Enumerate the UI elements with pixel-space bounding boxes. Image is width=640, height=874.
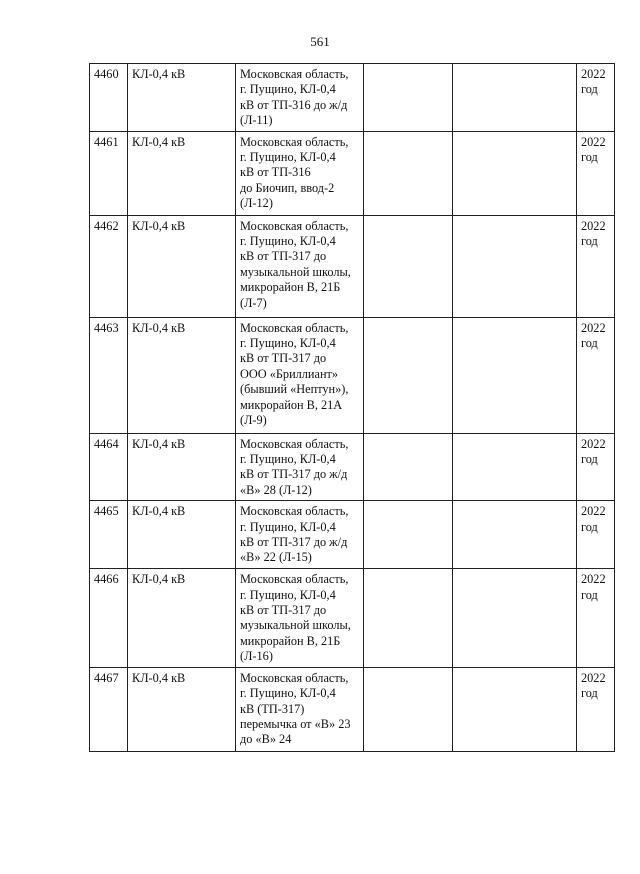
address-line: до Биочип, ввод-2: [240, 180, 335, 195]
table-row: [90, 433, 615, 501]
address-line: Московская область,: [240, 504, 349, 519]
address-line: кВ от ТП-317 до ж/д: [240, 535, 348, 550]
table-row: [90, 501, 615, 569]
empty-cell: [453, 569, 577, 667]
address-line: музыкальной школы,: [240, 618, 351, 633]
address-line: Московская область,: [240, 572, 349, 587]
year-value: 2022: [581, 134, 606, 149]
address-line: г. Пущино, КЛ-0,4: [240, 587, 336, 602]
empty-cell: [453, 433, 577, 501]
address-line: г. Пущино, КЛ-0,4: [240, 82, 336, 97]
address-line: (Л-9): [240, 413, 267, 428]
object-address: [236, 433, 364, 501]
address-line: кВ от ТП-317 до ж/д: [240, 467, 348, 482]
year-cell: [577, 667, 615, 751]
address-line: г. Пущино, КЛ-0,4: [240, 452, 336, 467]
address-line: перемычка от «В» 23: [240, 716, 351, 731]
address-line: г. Пущино, КЛ-0,4: [240, 150, 336, 165]
address-line: (Л-12): [240, 196, 273, 211]
address-line: г. Пущино, КЛ-0,4: [240, 686, 336, 701]
row-number: 4467: [90, 667, 128, 751]
year-value: 2022: [581, 67, 606, 81]
registry-table: [89, 63, 615, 752]
row-number: 4466: [90, 569, 128, 667]
address-line: кВ от ТП-316 до ж/д: [240, 97, 348, 112]
address-line: микрорайон В, 21Б: [240, 280, 341, 295]
empty-cell: [364, 215, 453, 317]
table-row: [90, 64, 615, 132]
year-unit: год: [581, 336, 598, 351]
object-name: КЛ-0,4 кВ: [128, 215, 236, 317]
table-row: [90, 667, 615, 751]
empty-cell: [453, 667, 577, 751]
address-line: (Л-11): [240, 113, 273, 128]
object-address: [236, 317, 364, 433]
object-address: [236, 64, 364, 132]
address-line: Московская область,: [240, 134, 349, 149]
address-line: Московская область,: [240, 67, 349, 81]
object-address: [236, 131, 364, 215]
year-value: 2022: [581, 670, 606, 685]
object-address: [236, 501, 364, 569]
address-line: (бывший «Нептун»),: [240, 382, 349, 397]
year-value: 2022: [581, 572, 606, 587]
year-unit: год: [581, 234, 598, 249]
object-name: КЛ-0,4 кВ: [128, 64, 236, 132]
year-unit: год: [581, 82, 598, 97]
empty-cell: [364, 569, 453, 667]
year-value: 2022: [581, 504, 606, 519]
object-address: [236, 667, 364, 751]
address-line: г. Пущино, КЛ-0,4: [240, 234, 336, 249]
empty-cell: [453, 317, 577, 433]
empty-cell: [453, 501, 577, 569]
address-line: Московская область,: [240, 218, 349, 233]
year-cell: [577, 317, 615, 433]
table-row: [90, 317, 615, 433]
row-number: 4460: [90, 64, 128, 132]
page-number: 561: [310, 34, 330, 49]
year-cell: [577, 64, 615, 132]
empty-cell: [364, 433, 453, 501]
empty-cell: [364, 131, 453, 215]
address-line: «В» 22 (Л-15): [240, 550, 312, 565]
address-line: до «В» 24: [240, 732, 292, 747]
year-unit: год: [581, 686, 598, 701]
address-line: кВ от ТП-317 до: [240, 351, 327, 366]
table-row: [90, 569, 615, 667]
year-unit: год: [581, 150, 598, 165]
empty-cell: [364, 64, 453, 132]
year-cell: [577, 131, 615, 215]
address-line: микрорайон В, 21Б: [240, 633, 341, 648]
empty-cell: [453, 64, 577, 132]
row-number: 4464: [90, 433, 128, 501]
object-name: КЛ-0,4 кВ: [128, 433, 236, 501]
empty-cell: [364, 501, 453, 569]
year-unit: год: [581, 587, 598, 602]
year-unit: год: [581, 452, 598, 467]
object-name: КЛ-0,4 кВ: [128, 501, 236, 569]
empty-cell: [453, 215, 577, 317]
year-cell: [577, 569, 615, 667]
row-number: 4462: [90, 215, 128, 317]
year-cell: [577, 433, 615, 501]
address-line: (Л-7): [240, 295, 267, 310]
address-line: кВ от ТП-317 до: [240, 603, 327, 618]
year-unit: год: [581, 519, 598, 534]
empty-cell: [453, 131, 577, 215]
address-line: кВ от ТП-317 до: [240, 249, 327, 264]
object-name: КЛ-0,4 кВ: [128, 667, 236, 751]
row-number: 4463: [90, 317, 128, 433]
address-line: ООО «Бриллиант»: [240, 366, 339, 381]
object-name: КЛ-0,4 кВ: [128, 569, 236, 667]
address-line: «В» 28 (Л-12): [240, 482, 312, 497]
address-line: Московская область,: [240, 320, 349, 335]
address-line: музыкальной школы,: [240, 264, 351, 279]
address-line: Московская область,: [240, 436, 349, 451]
row-number: 4465: [90, 501, 128, 569]
address-line: г. Пущино, КЛ-0,4: [240, 336, 336, 351]
object-address: [236, 569, 364, 667]
empty-cell: [364, 317, 453, 433]
address-line: кВ (ТП-317): [240, 701, 305, 716]
address-line: Московская область,: [240, 670, 349, 685]
year-cell: [577, 215, 615, 317]
address-line: (Л-16): [240, 649, 273, 664]
address-line: г. Пущино, КЛ-0,4: [240, 519, 336, 534]
object-name: КЛ-0,4 кВ: [128, 131, 236, 215]
year-cell: [577, 501, 615, 569]
address-line: микрорайон В, 21А: [240, 397, 343, 412]
table-row: [90, 131, 615, 215]
empty-cell: [364, 667, 453, 751]
year-value: 2022: [581, 436, 606, 451]
object-address: [236, 215, 364, 317]
table-row: [90, 215, 615, 317]
year-value: 2022: [581, 320, 606, 335]
row-number: 4461: [90, 131, 128, 215]
year-value: 2022: [581, 218, 606, 233]
address-line: кВ от ТП-316: [240, 165, 311, 180]
object-name: КЛ-0,4 кВ: [128, 317, 236, 433]
